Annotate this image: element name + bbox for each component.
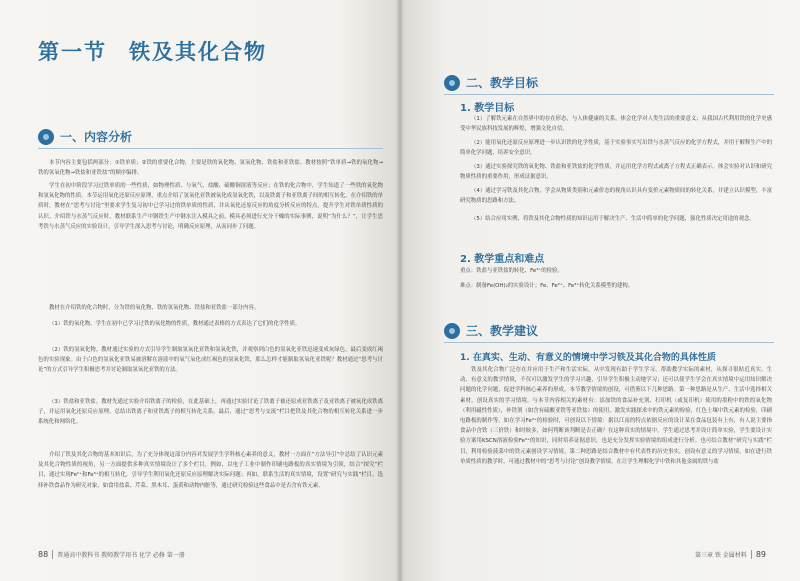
paragraph: （3）铁盐和亚铁盐。教材先通过实验介绍铁离子的检验，在此基础上，再通过实验讨论了铁离子被还原成亚铁离子及亚铁离子被氧化成铁离子，并运用氧化还原反应原理，总结出铁离子和亚铁离子的相互转化关系。最后，通过“思考与交流”栏目把铁及其化合物的相互转化关系进一步系统化和网络化。 — [38, 399, 383, 426]
section-bullet-icon — [444, 75, 460, 91]
page-number: 89 — [755, 550, 766, 559]
section-divider — [444, 342, 774, 343]
footer-book-title: 普通高中教科书 教师教学用书 化学 必修 第一册 — [57, 552, 185, 559]
subheading-key-points: 2. 教学重点和难点 — [460, 254, 545, 265]
paragraph: 介绍了铁及其化合物的基本知识后，为了充分体现这部分内容对发展学生学科核心素养的意义，教材一方面在“方法导引”中总结了认识元素及其化合物性质的视角，另一方面提供多种真实情境设计了多个栏目，例如，以电子工业中制作印刷电路板的真实情境为引领，结合“探究”栏目，通过实现Fe²⁺和Fe³⁺的相互转化，引导学生利用氧化还原反应原理解决实际问题；再如，联系生活的真实情境，设置“研究与实践”栏目，选择补铁食品作为研究对象，如食用盐菜、芹菜、黑木耳、蛋黄和动物内脏等，通过研究检验这些食品中是否含有铁元素。 — [38, 452, 383, 489]
goal-item: （4）通过学习铁及其化合物，学会从物质类别和元素价态的视角认识具有变价元素物质间的转化关系，并建立认识模型，丰富研究物质的思路和方法。 — [460, 188, 772, 205]
paragraph: 本节内容主要包括两部分：①铁单质；②铁的重要化合物，主要是铁的氧化物、氢氧化物、铁盐和亚铁盐。教材按照“铁单质→铁的氧化物→铁的氢氧化物→铁盐和亚铁盐”的顺序编排。 — [38, 160, 383, 177]
chapter-title-text: 铁及其化合物 — [129, 39, 267, 64]
advice-paragraph: 铁及其化合物广泛存在并应用于生产和生活实际，从中发现有助于学生学习、帮助教学实际的素材，从探寻很贴近真实、生动、有意义的教学情境，不仅可以激发学生的学习兴趣，引导学生积极主动地学习；还可以使学生学会在真实情境中运用知识解决问题的化学问题，促进学科核心素养的形成。本节教学情境的创设，可借鉴以下几种思路。第一种思路是从生产、生活中选择相关素材，创设真实的学习情境。与本节内容相关的素材有：添加铁的食品补充剂、打印机（或复印机）使用的墨粉中的铁的氧化物（利用磁性性质），补铁剂（如含有硫酸亚铁等亚铁盐）的使用，激发实践探求中的铁元素的检验，红色土壤中铁元素的检验，印刷电路板的制作等。如在学习Fe³⁺的检验时，可创设以下情境：据以江南的特点依据反应的设计某在食品包装有上有，有人说主要指食品中含铁（三价铁）和时候多，如何判断该判断是否正确？在这种真实的情境中，学生通过思考并设计简单实验，学生要设计实验方案用KSCN溶液检验Fe³⁺的知识，同时培养证据意识，也是充分发挥实验情境的组成进行分析。也可结合教材“研究与实践”栏目，利用检验菠菜中的铁元素创设学习情境。第二种思路是结合教材中有代表性的历史事实，创设有意义的学习情境。如在进行铁单质性质的教学时，可通过教材中的“思考与讨论”创设教学情境，在让学生理解化学中铁和其他金属的铁与盐 — [460, 367, 772, 465]
chapter-title-number: 第一节 — [38, 39, 107, 64]
paragraph: 教材在介绍铁的化合物时，分为铁的氧化物、铁的氢氧化物、铁盐和亚铁盐一部分内容。 — [49, 305, 260, 311]
goal-item: （2）能用氧化还原反应原理进一步认识铁的化学性质，基于实验事实写出铁与水蒸气反应的化学方程式，并用于解释生产中的简单化学问题，培养安全意识。 — [460, 140, 772, 157]
section-bullet-icon — [38, 129, 54, 145]
chapter-title — [38, 36, 267, 66]
paragraph: 学生在初中阶段学习过铁单质的一些性质，如物理性质、与氧气、盐酸、硫酸铜溶液等反应；在铁的化合物中，学生知道了一些铁的氧化物和氢氧化物的性质。本节运用氧化还原反应原理，重点介绍了氢氧化亚铁被氧化成氢氧化铁，以及铁离子和亚铁离子间的相互转化。在介绍铁的单质时，教材在“思考与讨论”里要求学生复习初中已学习过的铁单质的性质，并从氧化还原反应的角度分析反应的特点，提升学生对铁单质性质的认识。介绍铁与水蒸气反应时，教材联系生产中钢铁生产中钢水注入模具之前，模具必须进行充分干燥的实际事例，说明“为什么？”，让学生思考铁与水蒸气反应的实验设计，引导学生深入思考与讨论，明确反应原理，从而同步了问题。 — [38, 183, 383, 230]
right-page — [400, 0, 800, 581]
goal-item: （1）了解铁元素在自然界中的存在形态，与人体健康的关系，体会化学对人类生活的重要意义；从我国古代利用铁的化学史感受中华民族科技发展的辉煌，增强文化自信。 — [460, 116, 772, 133]
book-gutter-shadow — [396, 0, 404, 581]
goal-item: （5）结合应用实例，将铁及其化合物性质的知识运用于解决生产、生活中简单的化学问题，强化性质决定用途的观念。 — [471, 216, 755, 222]
goal-item: （3）通过实验探究铁的氧化物、铁盐和亚铁盐的化学性质，并运用化学方程式或离子方程式正确表示。体会实验对认识和研究物质性质的重要作用，形成证据意识。 — [460, 164, 772, 181]
footer-separator — [52, 550, 53, 559]
section-heading-teaching-advice: 三、教学建议 — [444, 322, 538, 339]
paragraph: （1）铁的氧化物。学生在初中已学习过铁的氧化物的性质，教材通过表格的方式表达了它们的化学性质。 — [49, 321, 301, 327]
page-footer-left — [38, 550, 185, 559]
section-bullet-icon — [444, 323, 460, 339]
footer-chapter-title: 第三章 铁 金属材料 — [694, 552, 747, 559]
subheading-teaching-goals: 1. 教学目标 — [460, 103, 515, 114]
difficult-point: 难点：制备Fe(OH)₂的实验设计；Fe、Fe²⁺、Fe³⁺转化关系模型的建构。 — [460, 283, 634, 289]
page-number: 88 — [38, 550, 49, 559]
key-point: 重点：铁盐与亚铁盐的转化、Fe³⁺的检验。 — [460, 268, 563, 274]
footer-separator — [751, 550, 752, 559]
section-heading-teaching-goals: 二、教学目标 — [444, 74, 538, 91]
section-divider — [444, 94, 774, 95]
section-heading-content-analysis: 一、内容分析 — [38, 128, 132, 145]
page-footer-right — [695, 550, 766, 559]
subheading-advice: 1. 在真实、生动、有意义的情境中学习铁及其化合物的具体性质 — [460, 353, 716, 363]
section-divider — [38, 148, 383, 149]
paragraph: （2）铁的氢氧化物。教材通过实验的方式引导学生制取氢氧化亚铁和氢氧化铁，并观察到白色的氢氧化亚铁迅速变成灰绿色，最后变成红褐色的实验现象。由于白色的氢氧化亚铁易被溶解在溶液中的氧气氧化成红褐色的氢氧化铁，那么怎样才能制取氢氧化亚铁呢？教材通过“思考与讨论”的方式引导学生积极思考并讨论制取氢氧化亚铁的方法。 — [38, 347, 383, 374]
